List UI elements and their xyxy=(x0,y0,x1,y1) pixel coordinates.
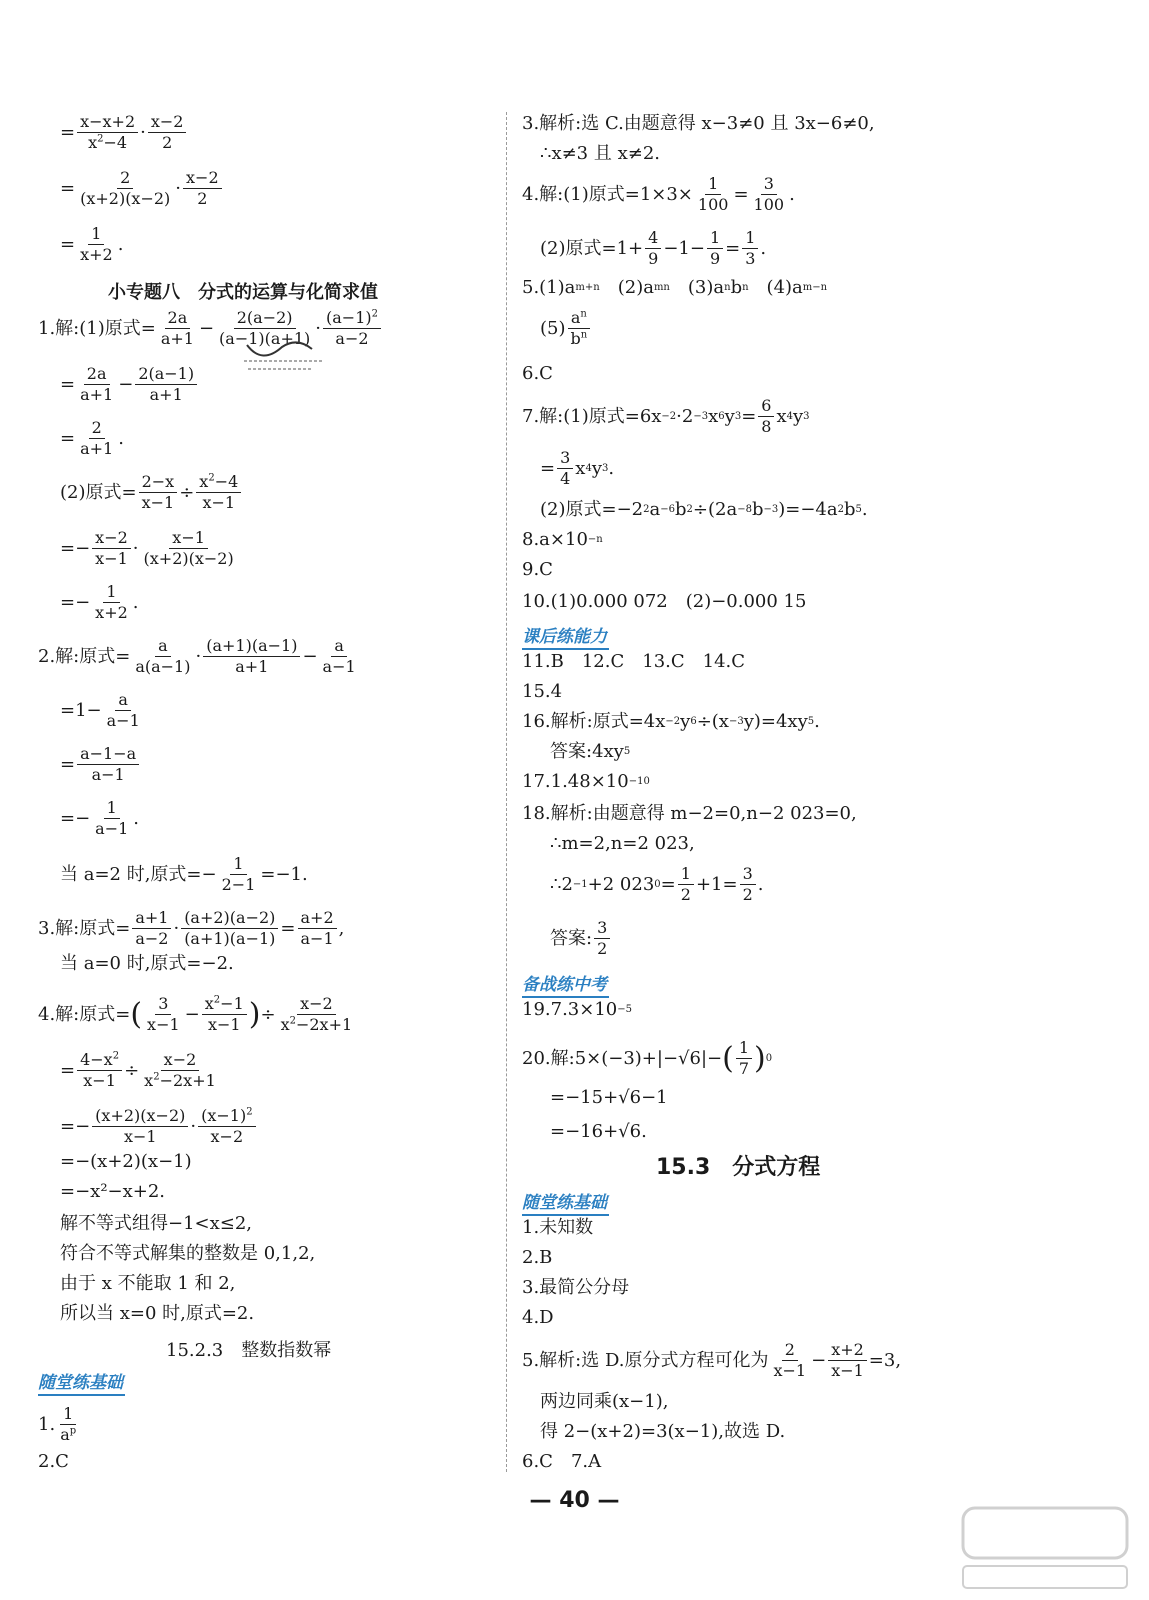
r8-label: 8.a×10 xyxy=(522,529,588,550)
q4-line9: 由于 x 不能取 1 和 2, xyxy=(60,1273,236,1294)
r5-label: 5.(1)a xyxy=(522,277,576,298)
section-title-153: 15.3 分式方程 xyxy=(656,1155,821,1180)
answer-1-label: 1. xyxy=(38,1413,56,1435)
r7-line2: = $\frac{3}{4}$ x 4 y 3 . xyxy=(540,448,615,488)
q4-line7: 解不等式组得−1<x≤2, xyxy=(60,1213,253,1234)
math-line: =1− $\frac{a}{a-1}$ xyxy=(60,690,140,730)
q3-when: 当 a=0 时,原式=−2. xyxy=(60,953,234,974)
section-heading-1523: 15.2.3 整数指数幂 xyxy=(166,1340,332,1361)
r10: 10.(1)0.000 072 (2)−0.000 15 xyxy=(522,591,807,612)
answer-1: 1. $\frac{1}{a^p}$ xyxy=(38,1404,77,1444)
r4-line2: (2)原式=1+ $\frac{4}{9}$ −1− $\frac{1}{9}$ = $\frac{1}{3}$ . xyxy=(540,228,767,268)
topic-heading: 小专题八 分式的运算与化简求值 xyxy=(108,282,378,303)
math-line: = $\frac{a-1-a}{a-1}$ xyxy=(60,744,141,785)
r4-label: 4.解:(1)原式=1×3× xyxy=(522,183,693,205)
watermark-logo xyxy=(955,1500,1135,1595)
r6: 6.C xyxy=(522,363,553,384)
r19: 19.7.3×10 −5 xyxy=(522,999,632,1020)
r16-line2: 答案:4xy 5 xyxy=(550,741,631,762)
math-line: = $\frac{1}{x+2}$ . xyxy=(60,224,124,264)
r20-line2: =−15+√6−1 xyxy=(550,1087,668,1108)
answer-2: 2.C xyxy=(38,1451,69,1472)
q2-when-end: =−1. xyxy=(260,863,308,885)
left-column xyxy=(30,0,500,1600)
math-line: = $\frac{2a}{a+1}$ − $\frac{2(a-1)}{a+1}$ xyxy=(60,364,199,405)
math-line: =− $\frac{1}{x+2}$ . xyxy=(60,582,139,622)
r18-answer-label: 答案: xyxy=(550,927,593,949)
q4-line5: =−(x+2)(x−1) xyxy=(60,1151,192,1172)
s5-label: 5.解析:选 D.原分式方程可化为 xyxy=(522,1349,769,1371)
r18-line3: ∴2 −1 +2 023 0 = $\frac{1}{2}$ +1= $\frac{3}{2}$ . xyxy=(550,864,764,904)
r7-part2: (2)原式=−2 xyxy=(540,499,644,520)
r3-line2: ∴x≠3 且 x≠2. xyxy=(540,143,660,164)
s1: 1.未知数 xyxy=(522,1217,594,1238)
tag-basic-practice-2: 随堂练基础 xyxy=(522,1188,609,1216)
r17-label: 17.1.48×10 xyxy=(522,771,629,792)
r16-label: 16.解析:原式=4x xyxy=(522,711,666,732)
r19-label: 19.7.3×10 xyxy=(522,999,618,1020)
r9: 9.C xyxy=(522,559,553,580)
math-line: = $\frac{x-x+2}{x^2-4}$ · $\frac{x-2}{2}$ xyxy=(60,112,188,153)
math-line: = $\frac{4-x^2}{x-1}$ ÷ $\frac{x-2}{x^2-2x+1}$ xyxy=(60,1050,216,1090)
s3: 3.最简公分母 xyxy=(522,1277,630,1298)
q4-line: 4.解:原式= ( $\frac{3}{x-1}$ − $\frac{x^2-1}{x-1}$ ) ÷ $\frac{x-2}{x^2-2x+1}$ xyxy=(38,994,353,1034)
r17: 17.1.48×10 −10 xyxy=(522,771,650,792)
r20-label: 20.解:5×(−3)+|−√6|− xyxy=(522,1047,723,1069)
r3-line1: 3.解析:选 C.由题意得 x−3≠0 且 3x−6≠0, xyxy=(522,113,875,134)
tag-after-class: 课后练能力 xyxy=(522,622,609,650)
page-number: — 40 — xyxy=(529,1488,620,1513)
math-line: = $\frac{2}{a+1}$ . xyxy=(60,418,124,458)
q2-label: 2.解:原式= xyxy=(38,645,131,667)
q1-part2-label: (2)原式= xyxy=(60,481,137,503)
q3-line: 3.解:原式= $\frac{a+1}{a-2}$ · $\frac{(a+2)(a-2)}{(a+1)(a-1)}$ = $\frac{a+2}{a-1}$ , xyxy=(38,908,345,948)
s2: 2.B xyxy=(522,1247,553,1268)
r5-line1: 5.(1)a m+n (2)a mn (3)a n b n (4)a m−n xyxy=(522,277,828,298)
math-line: = $\frac{2}{(x+2)(x-2)}$ · $\frac{x-2}{2}$ xyxy=(60,168,224,209)
right-column xyxy=(518,0,1118,1600)
s5-line1: 5.解析:选 D.原分式方程可化为 $\frac{2}{x-1}$ − $\frac{x+2}{x-1}$ =3, xyxy=(522,1340,902,1380)
r4-line1: 4.解:(1)原式=1×3× $\frac{1}{100}$ = $\frac{3}{100}$ . xyxy=(522,174,795,214)
r16-line1: 16.解析:原式=4x −2 y 6 ÷(x −3 y)=4xy 5 . xyxy=(522,711,820,732)
q2-when: 当 a=2 时,原式=− xyxy=(60,863,217,885)
r18-line1: 18.解析:由题意得 m−2=0,n−2 023=0, xyxy=(522,803,857,824)
tag-basic-practice: 随堂练基础 xyxy=(38,1368,125,1396)
math-line: =− $\frac{1}{a-1}$ . xyxy=(60,798,140,838)
r7-line3: (2)原式=−2 2 a −6 b 2 ÷(2a −8 b −3 )=−4a 2 b 5 . xyxy=(540,499,868,520)
q4-line6: =−x²−x+2. xyxy=(60,1181,166,1202)
s5-line2: 两边同乘(x−1), xyxy=(540,1391,669,1412)
s5-line3: 得 2−(x+2)=3(x−1),故选 D. xyxy=(540,1421,786,1442)
math-line: =− $\frac{x-2}{x-1}$ · $\frac{x-1}{(x+2)(x-2)}$ xyxy=(60,528,234,568)
r18-label: ∴2 xyxy=(550,873,573,895)
r11: 11.B 12.C 13.C 14.C xyxy=(522,651,746,672)
q3-label: 3.解:原式= xyxy=(38,917,131,939)
r8: 8.a×10 −n xyxy=(522,529,603,550)
tag-exam-prep: 备战练中考 xyxy=(522,970,609,998)
handwriting-scribble xyxy=(242,335,332,375)
q4-label: 4.解:原式= xyxy=(38,1003,131,1025)
r20-line1: 20.解:5×(−3)+|−√6|− ( $\frac{1}{7}$ ) 0 xyxy=(522,1038,773,1078)
q1-label: 1.解:(1)原式= xyxy=(38,317,156,339)
q2-line: 2.解:原式= $\frac{a}{a(a-1)}$ · $\frac{(a+1)(a-1)}{a+1}$ − $\frac{a}{a-1}$ xyxy=(38,636,356,676)
s4: 4.D xyxy=(522,1307,554,1328)
column-divider xyxy=(506,112,507,1472)
r5-line2: (5) $\frac{a^n}{b^n}$ xyxy=(540,308,592,349)
s6: 6.C 7.A xyxy=(522,1451,602,1472)
math-line: =− $\frac{(x+2)(x-2)}{x-1}$ · $\frac{(x-1)^2}{x-2}$ xyxy=(60,1106,258,1147)
r7-label: 7.解:(1)原式=6x xyxy=(522,405,662,427)
r20-line3: =−16+√6. xyxy=(550,1121,647,1142)
r15: 15.4 xyxy=(522,681,563,702)
q4-line8: 符合不等式解集的整数是 0,1,2, xyxy=(60,1243,316,1264)
r16-answer: 答案:4xy xyxy=(550,741,624,762)
r7-line1: 7.解:(1)原式=6x −2 ·2 −3 x 6 y 3 = $\frac{6}{8}$ x 4 y 3 xyxy=(522,396,810,436)
math-line: (2)原式= $\frac{2-x}{x-1}$ ÷ $\frac{x^2-4}{x-1}$ xyxy=(60,472,243,513)
q1-line: 1.解:(1)原式= $\frac{2a}{a+1}$ − $\frac{2(a-2)}{(a-1)(a+1)}$ · $\frac{(a-1)^2}{a-2}$ xyxy=(38,308,383,349)
r4-part2: (2)原式=1+ xyxy=(540,237,644,259)
r18-line2: ∴m=2,n=2 023, xyxy=(550,833,695,854)
q4-line10: 所以当 x=0 时,原式=2. xyxy=(60,1303,255,1324)
r18-answer: 答案: $\frac{3}{2}$ xyxy=(550,918,612,959)
math-line: 当 a=2 时,原式=− $\frac{1}{2-1}$ =−1. xyxy=(60,854,308,894)
